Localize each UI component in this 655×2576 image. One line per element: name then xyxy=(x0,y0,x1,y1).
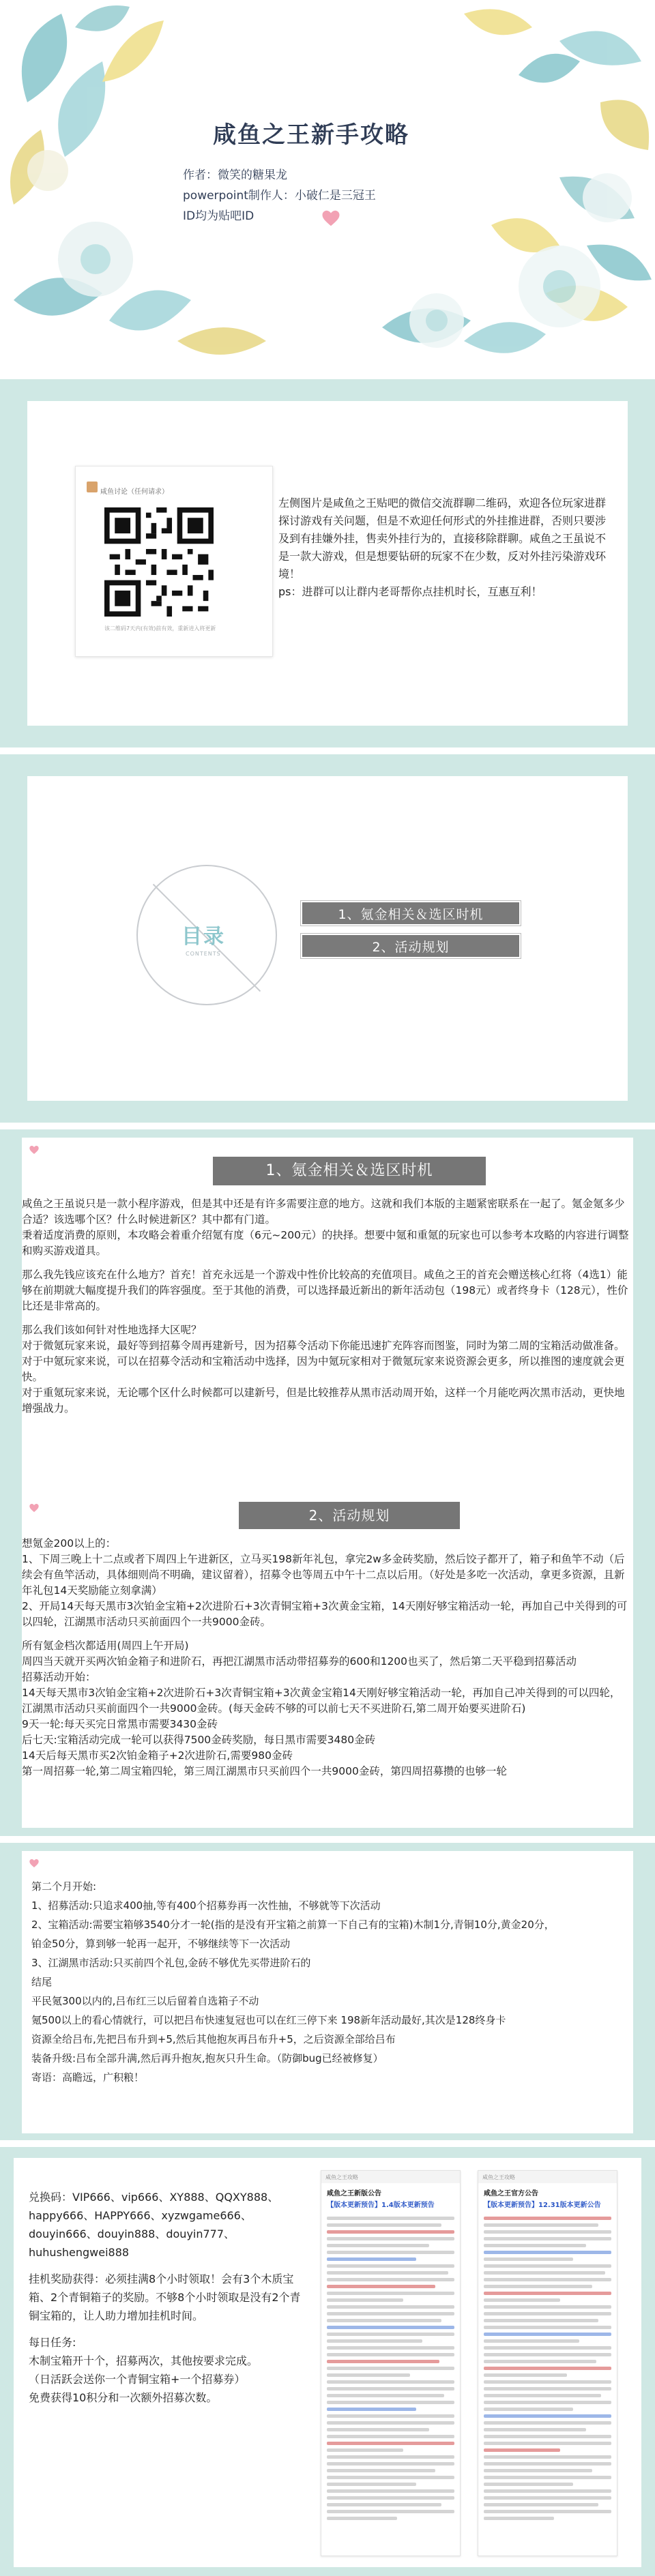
section2-paragraph: 周四当天就开买两次铂金箱子和进阶石，再把江湖黑市活动带招募券的600和1200也买了，然后第二天平稳到招募活动 xyxy=(22,1655,577,1668)
heart-icon xyxy=(29,1502,40,1513)
section2-paragraph: 14天每天黑市3次铂金宝箱+2次进阶石+3次青铜宝箱+3次黄金宝箱14天刚好够宝箱活动一轮，再加自己冲关得到的可以四轮，江湖黑市活动只买前面四个一共9000金砖。(每天金砖不够的可以前七天不买进阶石,第二周开始要买进阶石) xyxy=(22,1687,621,1715)
heart-icon xyxy=(29,1858,40,1869)
thumb-body xyxy=(321,2217,460,2520)
section2-paragraph: 2、开局14天每天黑市3次铂金宝箱+2次进阶石+3次青铜宝箱+3次黄金宝箱，14天刚好够宝箱活动一轮，再加自己中关得到的可以四轮，江湖黑市活动只买前面四个一共9000金砖。 xyxy=(22,1600,628,1628)
qr-card xyxy=(75,466,273,657)
month2-text xyxy=(31,1877,557,2087)
section1-paragraph: 秉着适度消费的原则，本攻略会着重介绍氪有度（6元~200元）的抉择。想要中氪和重氪的玩家也可以参考本攻略的内容进行调整和购买游戏道具。 xyxy=(22,1229,629,1257)
month2-card xyxy=(22,1851,633,2133)
month2-paragraph: 寄语：高瞻远，广积粮！ xyxy=(31,2071,145,2084)
thumb-head: 咸鱼之王新版公告 xyxy=(327,2190,381,2197)
codes-text xyxy=(29,2188,308,2407)
month2-paragraph: 3、江湖黑市活动:只买前四个礼包,金砖不够优先买带进阶石的 xyxy=(31,1957,311,1969)
toc-subtitle: CONTENTS xyxy=(186,951,221,957)
announcement-screenshot-1 xyxy=(321,2170,461,2556)
section1-paragraph: 那么我们该如何针对性地选择大区呢？ xyxy=(22,1324,202,1336)
toc-title: 目录 xyxy=(181,925,225,949)
section2-paragraph: 9天一轮:每天买完日常黑市需要3430金砖 xyxy=(22,1718,218,1730)
toc-card xyxy=(27,776,628,1101)
thumb-body xyxy=(478,2217,617,2520)
month2-paragraph: 装备升级:吕布全部升满,然后再升抱灰,抱灰只升生命。（防御bug已经被修复） xyxy=(31,2052,383,2064)
thumb-status: 咸鱼之王攻略 xyxy=(321,2171,460,2183)
month2-slide xyxy=(0,1843,655,2140)
intro-ps: ps：进群可以让群内老哥帮你点挂机时长，互惠互利！ xyxy=(278,585,542,598)
heart-icon xyxy=(29,1144,40,1155)
cover-meta xyxy=(183,165,376,226)
section2-paragraph: 后七天:宝箱活动完成一轮可以获得7500金砖奖励，每日黑市需要3480金砖 xyxy=(22,1734,376,1746)
section1-paragraph: 对于微氪玩家来说，最好等到招募令周再建新号，因为招募令活动下你能迅速扩充阵容而图鉴，同时为第二周的宝箱活动做准备。 xyxy=(22,1339,625,1352)
month2-paragraph: 资源全给吕布,先把吕布升到+5,然后其他抱灰再吕布升+5，之后资源全部给吕布 xyxy=(31,2033,396,2045)
redeem-codes: 兑换码：VIP666、vip666、XY888、QQXY888、happy666、HAPPY666、xyzwgame666、douyin666、douyin888、douyin777、huhushengwei888 xyxy=(29,2191,279,2259)
section2-paragraph: 14天后每天黑市买2次铂金箱子+2次进阶石,需要980金砖 xyxy=(22,1749,293,1762)
section2-paragraph: 所有氪金档次都适用(周四上午开局) xyxy=(22,1640,189,1652)
month2-paragraph: 结尾 xyxy=(31,1976,53,1988)
section2-heading: 2、活动规划 xyxy=(239,1502,460,1529)
cover-author: 作者：微笑的糖果龙 xyxy=(183,168,287,182)
section2-text xyxy=(22,1536,629,1779)
section1-heading: 1、氪金相关＆选区时机 xyxy=(213,1157,486,1185)
month2-paragraph: 1、招募活动:只追求400抽,等有400个招募券再一次性抽，不够就等下次活动 xyxy=(31,1899,381,1912)
section-card xyxy=(22,1138,633,1828)
cover-title: 咸鱼之王新手攻略 xyxy=(213,121,409,149)
daily-task-item: 免费获得10积分和一次额外招募次数。 xyxy=(29,2391,218,2404)
thumb-status: 咸鱼之王攻略 xyxy=(478,2171,617,2183)
cover-id-note: ID均为贴吧ID xyxy=(183,209,254,223)
cover-ppt-maker: powerpoint制作人：小破仁是三冠王 xyxy=(183,189,376,203)
codes-card xyxy=(14,2158,641,2567)
month2-paragraph: 氪500以上的看心情就行，可以把吕布快速复冠也可以在红三停下来 198新年活动最好,其次是128终身卡 xyxy=(31,2014,506,2026)
intro-description: 左侧图片是咸鱼之王贴吧的微信交流群聊二维码，欢迎各位玩家进群探讨游戏有关问题，但是不欢迎任何形式的外挂推进群，否则只要涉及到有挂嫌外挂，售卖外挂行为的，直接移除群聊。咸鱼之王虽说不是一款大游戏，但是想要钻研的玩家不在少数，反对外挂污染游戏环境！ xyxy=(278,497,607,580)
section-slide xyxy=(0,1129,655,1836)
section2-paragraph: 第一周招募一轮,第二周宝箱四轮，第三周江湖黑市只买前四个一共9000金砖，第四周招募攒的也够一轮 xyxy=(22,1765,507,1777)
month2-paragraph: 平民氪300以内的,吕布红三以后留着自选箱子不动 xyxy=(31,1995,259,2007)
intro-card xyxy=(27,401,628,726)
intro-text-block xyxy=(278,494,613,601)
section2-paragraph: 招募活动开始： xyxy=(22,1671,96,1683)
section1-paragraph: 那么我先钱应该充在什么地方？首充！首充永远是一个游戏中性价比较高的充值项目。咸鱼之王的首充会赠送核心红将（4选1）能够在前期就大幅度提升我们的阵容强度。至于其他的消费，可以选择最近新出的新年活动包（198元）或者终身卡（128元），性价比还是非常高的。 xyxy=(22,1269,628,1312)
intro-slide xyxy=(0,379,655,747)
month2-paragraph: 第二个月开始: xyxy=(31,1880,97,1893)
section1-text xyxy=(22,1196,629,1417)
thumb-head: 咸鱼之王官方公告 xyxy=(484,2190,538,2197)
cover-slide xyxy=(0,0,655,368)
section1-paragraph: 咸鱼之王虽说只是一款小程序游戏，但是其中还是有许多需要注意的地方。这就和我们本版的主题紧密联系在一起了。氪金氪多少合适？该选哪个区？什么时候进新区？其中都有门道。 xyxy=(22,1198,625,1226)
group-avatar xyxy=(87,482,98,492)
section1-paragraph: 对于中氪玩家来说，可以在招募令活动和宝箱活动中选择，因为中氪玩家相对于微氪玩家来说资源会更多，所以推图的速度就会更快。 xyxy=(22,1355,625,1383)
toc-item-section2[interactable]: 2、活动规划 xyxy=(301,934,521,958)
daily-task-item: （日活跃会送你一个青铜宝箱+一个招募券） xyxy=(29,2373,246,2386)
toc-slide xyxy=(0,754,655,1123)
qr-code-icon[interactable] xyxy=(104,507,214,617)
month2-paragraph: 2、宝箱活动:需要宝箱够3540分才一轮(指的是没有开宝箱之前算一下自己有的宝箱)木制1分,青铜10分,黄金20分，铂金50分，算到够一轮再一起开，不够继续等下一次活动 xyxy=(31,1919,555,1950)
qr-card-title: 咸鱼讨论（任何请求） xyxy=(100,488,169,496)
toc-item-section1[interactable]: 1、氪金相关＆选区时机 xyxy=(301,901,521,926)
section2-paragraph: 1、下周三晚上十二点或者下周四上午进新区，立马买198新年礼包，拿完2w多金砖奖励，然后饺子都开了，箱子和鱼竿不动（后续会有鱼竿活动，具体细则尚不明确，建议留着），招募令也等周五中午十二点以后用。（好处是多吃一次活动，拿更多资源，且新年礼包14天奖励能立刻拿满） xyxy=(22,1553,625,1597)
section2-paragraph: 想氪金200以上的： xyxy=(22,1537,117,1550)
thumb-headline: 【版本更新预告】12.31版本更新公告 xyxy=(484,2202,601,2209)
idle-reward-note: 挂机奖励获得：必须挂满8个小时领取！会有3个木质宝箱、2个青铜箱子的奖励。不够8个小时领取是没有2个青铜宝箱的，让人助力增加挂机时间。 xyxy=(29,2272,301,2322)
thumb-headline: 【版本更新预告】1.4版本更新预告 xyxy=(327,2202,435,2209)
qr-card-footer: 该二维码7天内(有效)前有效，重新进入将更新 xyxy=(104,625,216,632)
section1-paragraph: 对于重氪玩家来说，无论哪个区什么时候都可以建新号，但是比较推荐从黑市活动周开始，这样一个月能吃两次黑市活动，更快地增强战力。 xyxy=(22,1387,625,1415)
daily-task-title: 每日任务: xyxy=(29,2336,76,2349)
codes-slide xyxy=(0,2147,655,2576)
heart-icon xyxy=(321,208,341,228)
daily-task-item: 木制宝箱开十个，招募两次，其他按要求完成。 xyxy=(29,2354,259,2367)
announcement-screenshot-2 xyxy=(478,2170,617,2556)
